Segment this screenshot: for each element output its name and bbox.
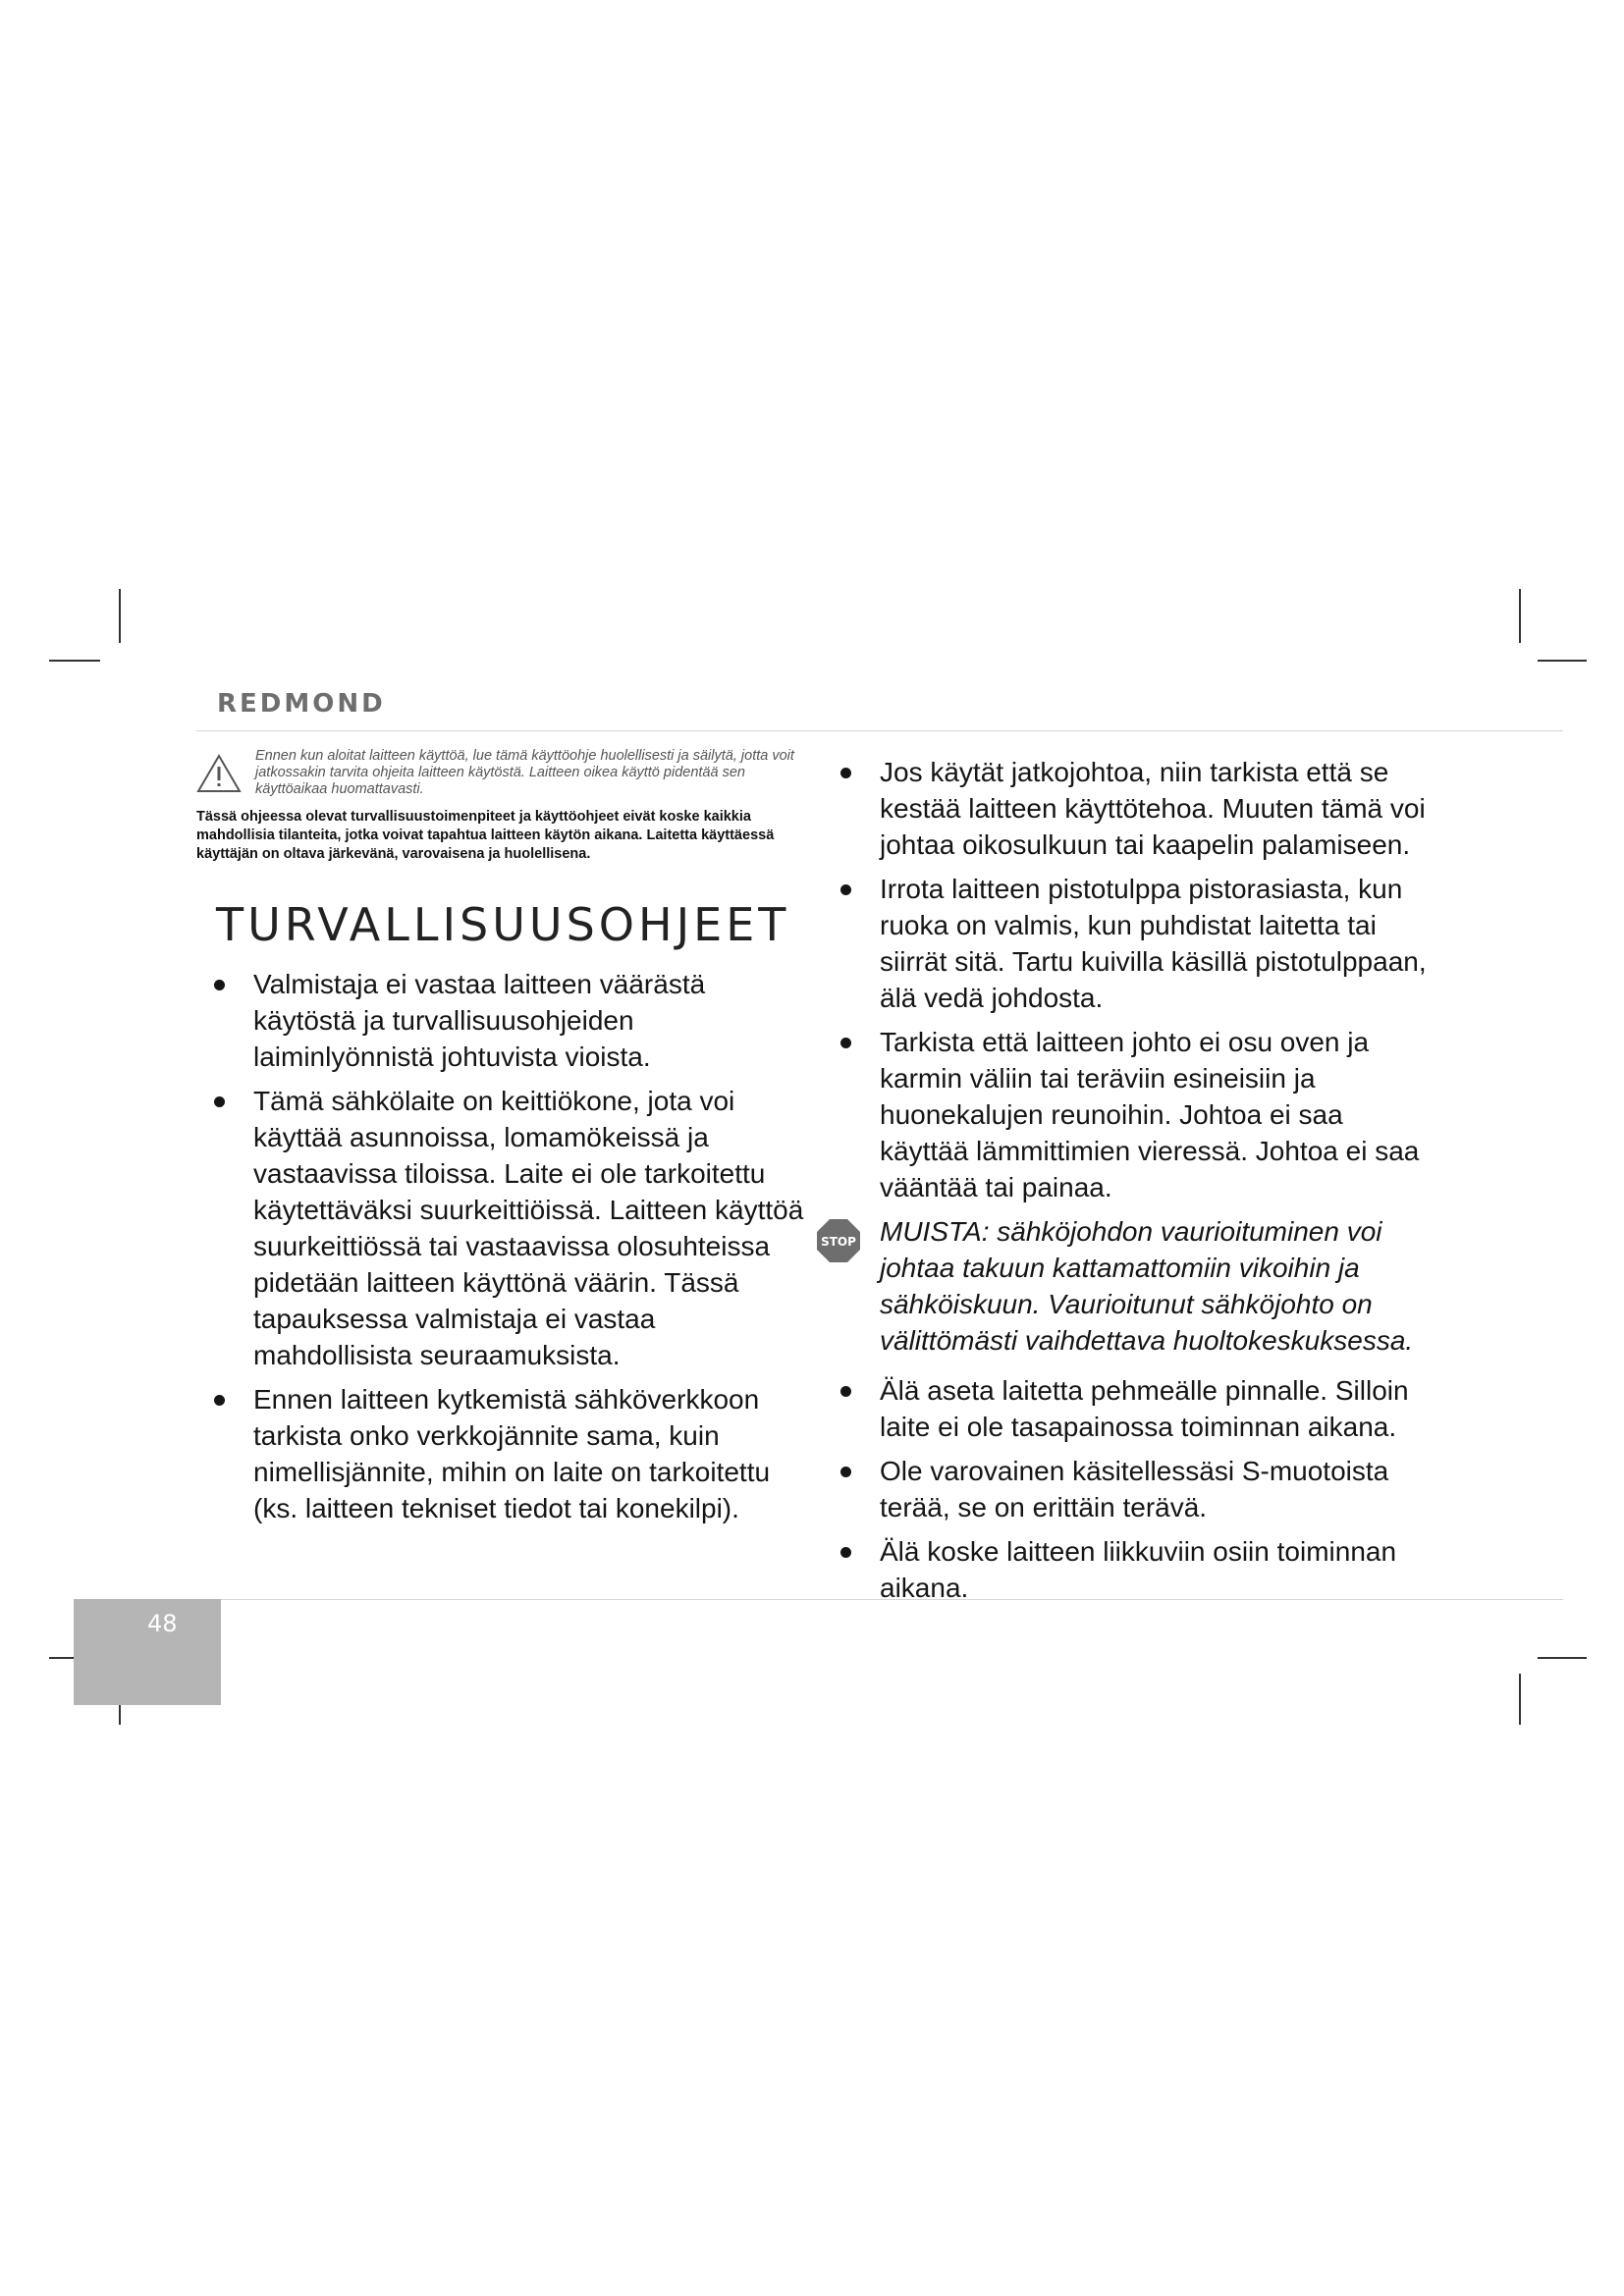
crop-mark xyxy=(1519,589,1521,643)
crop-mark xyxy=(1538,1657,1587,1659)
header-rule xyxy=(196,730,1563,731)
warning-intro: Ennen kun aloitat laitteen käyttöä, lue tämä käyttöohje huolellisesti ja säilytä, jotta voit jatkossakin tarvita ohjeita laitteen käytöstä. Laitteen oikea käyttö pidentää sen käyttöaikaa huomattavasti. xyxy=(255,748,794,797)
right-bullet-list-top xyxy=(833,754,1434,1205)
list-item: Tämä sähkölaite on keittiökone, jota voi käyttää asunnoissa, lomamökeissä ja vastaavissa tiloissa. Laite ei ole tarkoitettu käytettäväksi suurkeittiöissä. Laitteen käyttöä suurkeittiössä tai vastaavissa olosuhteissa pidetään laitteen käyttönä väärin. Tässä tapauksessa valmistaja ei vastaa mahdollisista seuraamuksista. xyxy=(196,1083,815,1373)
warning-block xyxy=(196,748,815,798)
bullet-icon xyxy=(840,1547,851,1558)
right-column xyxy=(821,754,1434,1614)
list-item: Älä koske laitteen liikkuviin osiin toiminnan aikana. xyxy=(833,1533,1434,1606)
page-number: 48 xyxy=(147,1610,178,1637)
bullet-icon xyxy=(840,1038,851,1048)
bullet-icon xyxy=(840,1386,851,1397)
list-item: Tarkista että laitteen johto ei osu oven ja karmin väliin tai teräviin esineisiin ja huonekalujen reunoihin. Johtoa ei saa käyttää lämmittimien vieressä. Johtoa ei saa vääntää tai painaa. xyxy=(833,1024,1434,1205)
list-item: Älä aseta laitetta pehmeälle pinnalle. Silloin laite ei ole tasapainossa toiminnan aikana. xyxy=(833,1372,1434,1445)
stop-note-text: MUISTA: sähköjohdon vaurioituminen voi johtaa takuun kattamattomiin vikoihin ja sähköiskuun. Vaurioitunut sähköjohto on välittömästi vaihdettava huoltokeskuksessa. xyxy=(880,1216,1414,1356)
right-bullet-list-bottom xyxy=(833,1372,1434,1606)
crop-mark xyxy=(1519,1674,1521,1725)
crop-mark xyxy=(1538,660,1587,662)
bullet-icon xyxy=(214,1096,225,1107)
list-item: Irrota laitteen pistotulppa pistorasiasta, kun ruoka on valmis, kun puhdistat laitetta tai siirrät sitä. Tartu kuivilla käsillä pistotulppaan, älä vedä johdosta. xyxy=(833,871,1434,1016)
bullet-icon xyxy=(214,980,225,990)
bullet-icon xyxy=(214,1395,225,1406)
bullet-icon xyxy=(840,768,851,778)
warning-note: Tässä ohjeessa olevat turvallisuustoimenpiteet ja käyttöohjeet eivät koske kaikkia mahdollisia tilanteita, jotka voivat tapahtua laitteen käytön aikana. Laitetta käyttäessä käyttäjän on oltava järkevänä, varovaisena ja huolellisena. xyxy=(196,809,775,862)
crop-mark xyxy=(119,589,121,643)
brand-logo: REDMOND xyxy=(217,689,386,719)
left-column xyxy=(196,748,815,1534)
list-item: Ole varovainen käsitellessäsi S-muotoista terää, se on erittäin terävä. xyxy=(833,1453,1434,1525)
page-title: TURVALLISUUSOHJEET xyxy=(216,898,790,951)
crop-mark xyxy=(49,660,100,662)
bullet-icon xyxy=(840,884,851,895)
bullet-icon xyxy=(840,1467,851,1477)
stop-label: STOP xyxy=(821,1235,856,1249)
left-bullet-list xyxy=(196,966,815,1526)
stop-sign-icon xyxy=(815,1217,862,1264)
list-item: Jos käytät jatkojohtoa, niin tarkista että se kestää laitteen käyttötehoa. Muuten tämä voi johtaa oikosulkuun tai kaapelin palamiseen. xyxy=(833,754,1434,863)
warning-triangle-icon xyxy=(196,754,242,793)
list-item: Valmistaja ei vastaa laitteen väärästä käytöstä ja turvallisuusohjeiden laiminlyönnistä johtuvista vioista. xyxy=(196,966,815,1075)
list-item: Ennen laitteen kytkemistä sähköverkkoon tarkista onko verkkojännite sama, kuin nimellisjännite, mihin on laite on tarkoitettu (ks. laitteen tekniset tiedot tai konekilpi). xyxy=(196,1381,815,1526)
stop-note xyxy=(821,1213,1434,1359)
